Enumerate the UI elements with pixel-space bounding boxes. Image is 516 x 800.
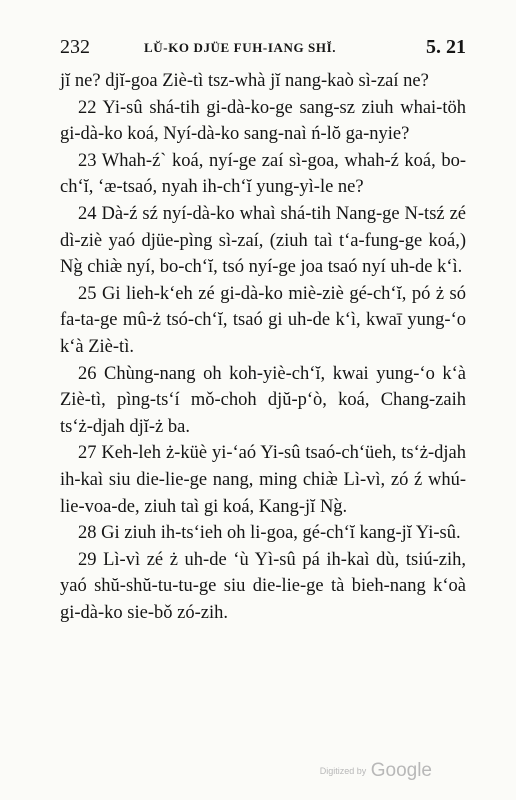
digitized-watermark [320, 760, 432, 782]
chapter-verse: 5. 21 [426, 36, 466, 58]
running-title: LŬ-KO DJÜE FUH-IANG SHĬ. [144, 40, 337, 55]
verse-28: 28 Gi ziuh ih-ts‘ieh oh li-goa, gé-ch‘ĭ kang-jĭ Yi-sû. [78, 523, 461, 544]
verse-27: 27 Keh-leh ż-küè yi-‘aó Yi-sû tsaó-ch‘üeh, ts‘ż-djah ih-kaì siu die-lie-ge nang, ming chiæ̀ Lì-vì, zó ź whú-lie-voa-de, ziuh taì gi koá, Kang-jĭ Ng̀. [60, 443, 466, 517]
verse-23: 23 Whah-ź` koá, nyí-ge zaí sì-goa, whah-ź koá, bo-ch‘ĭ, ‘æ-tsaó, nyah ih-ch‘ĭ yung-yì-le ne? [60, 150, 466, 198]
verse-25: 25 Gi lieh-k‘eh zé gi-dà-ko miè-ziè gé-ch‘ĭ, pó ż só fa-ta-ge mû-ż tsó-ch‘ĭ, tsaó gi uh-de k‘ì, kwaī yung-‘o k‘à Ziè-tì. [60, 283, 466, 357]
text-body [60, 68, 466, 626]
page-number: 232 [60, 36, 90, 58]
digitized-label: Digitized by [319, 766, 367, 776]
verse-29: 29 Lì-vì zé ż uh-de ‘ù Yì-sû pá ih-kaì dù, tsiú-zih, yaó shŭ-shŭ-tu-tu-ge siu die-lie-ge tà bieh-nang k‘oà gi-dà-ko sie-bǒ zó-zih. [60, 549, 466, 623]
verse-24: 24 Dà-ź sź nyí-dà-ko whaì shá-tih Nang-ge N-tsź zé dì-ziè yaó djüe-pìng sì-zaí, (ziuh taì t‘a-fung-ge koá,) Ng̀ chiæ̀ nyí, bo-ch‘ĭ, tsó nyí-ge joa tsaó nyí uh-de k‘ì. [60, 203, 466, 278]
google-logo: Google [370, 760, 432, 781]
verse-22: 22 Yi-sû shá-tih gi-dà-ko-ge sang-sz ziuh whai-töh gi-dà-ko koá, Nyí-dà-ko sang-naì ń-lŏ ga-nyie? [60, 97, 466, 145]
verse-26: 26 Chùng-nang oh koh-yiè-ch‘ĭ, kwai yung-‘o k‘à Ziè-tì, pìng-ts‘í mǒ-choh djŭ-p‘ò, koá, Chang-zaih ts‘ż-djah djĭ-ż ba. [60, 363, 466, 437]
verse-21-continuation: jĭ ne? djĭ-goa Ziè-tì tsz-whà jĭ nang-kaò sì-zaí ne? [60, 71, 429, 91]
page-header [60, 36, 466, 60]
